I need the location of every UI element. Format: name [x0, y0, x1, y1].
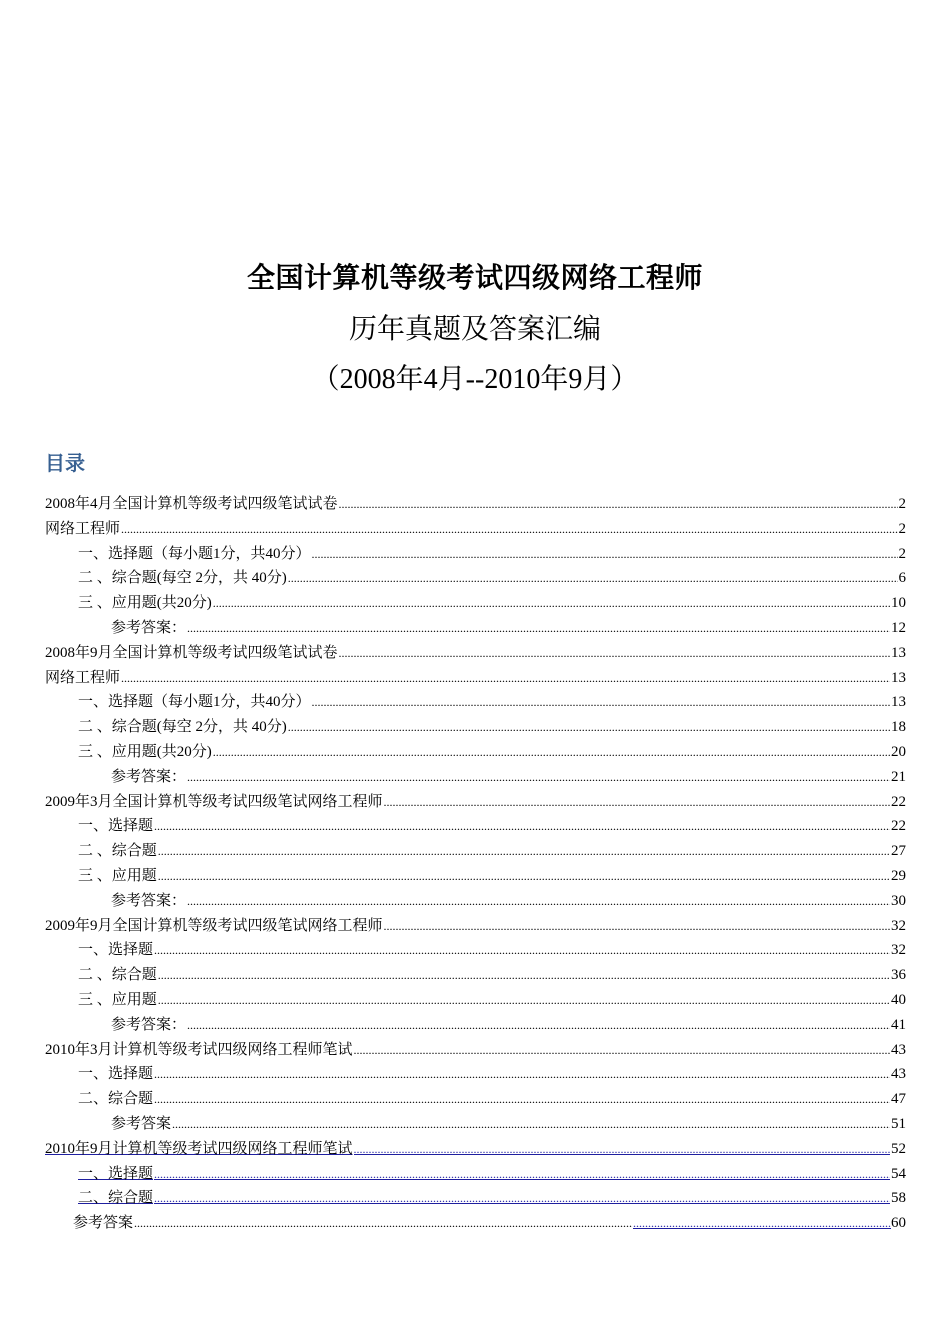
document-title: 全国计算机等级考试四级网络工程师	[246, 261, 703, 294]
toc-entry-label: 三 、应用题	[78, 867, 157, 884]
toc-entry-page: 32	[891, 942, 906, 959]
toc-entry-page: 10	[891, 595, 906, 612]
toc-dot-leader	[154, 1087, 890, 1112]
toc-entry-page: 41	[891, 1016, 906, 1033]
document-date-range: （2008年4月--2010年9月）	[311, 364, 639, 395]
toc-entry[interactable]	[45, 566, 906, 591]
toc-entry-page: 58	[891, 1190, 906, 1207]
toc-dot-leader	[187, 616, 890, 641]
toc-entry[interactable]	[45, 790, 906, 815]
toc-dot-leader	[312, 542, 898, 567]
toc-dot-leader	[187, 889, 890, 914]
toc-dot-leader	[384, 914, 890, 939]
toc-entry-label: 2008年9月全国计算机等级考试四级笔试试卷	[45, 644, 338, 661]
toc-entry-page: 13	[891, 694, 906, 711]
toc-entry-label: 一、选择题	[78, 818, 154, 835]
toc-dot-leader-link	[633, 1211, 891, 1236]
toc-entry-label: 二、综合题	[78, 1091, 154, 1108]
toc-entry-label: 一、选择题（每小题1分，共40分）	[78, 694, 311, 711]
toc-entry[interactable]	[45, 616, 906, 641]
toc-entry[interactable]	[45, 1062, 906, 1087]
toc-dot-leader	[154, 938, 890, 963]
toc-entry[interactable]	[45, 1137, 906, 1162]
toc-entry[interactable]	[45, 1162, 906, 1187]
toc-entry-label: 2009年9月全国计算机等级考试四级笔试网络工程师	[45, 917, 383, 934]
toc-dot-leader	[154, 1186, 890, 1211]
toc-entry[interactable]	[45, 839, 906, 864]
toc-entry[interactable]	[45, 542, 906, 567]
toc-entry[interactable]	[45, 492, 906, 517]
toc-dot-leader	[121, 666, 890, 691]
toc-entry[interactable]	[45, 740, 906, 765]
toc-entry-label: 网络工程师	[45, 520, 121, 537]
toc-entry-label: 参考答案：	[111, 892, 187, 909]
toc-entry-label: 2009年3月全国计算机等级考试四级笔试网络工程师	[45, 793, 383, 810]
toc-entry-label: 二 、综合题(每空 2分，共 40分)	[78, 570, 287, 587]
toc-entry[interactable]	[45, 690, 906, 715]
toc-dot-leader	[354, 1137, 890, 1162]
toc-dot-leader	[154, 814, 890, 839]
toc-dot-leader	[154, 1062, 890, 1087]
toc-entry[interactable]	[45, 814, 906, 839]
toc-entry[interactable]	[45, 517, 906, 542]
toc-entry-label: 三 、应用题(共20分)	[78, 743, 212, 760]
toc-entry-page: 18	[891, 719, 906, 736]
toc-entry-page: 27	[891, 843, 906, 860]
toc-entry-label: 二 、综合题	[78, 967, 157, 984]
toc-dot-leader	[121, 517, 897, 542]
toc-entry[interactable]	[45, 1013, 906, 1038]
toc-entry-page: 40	[891, 991, 906, 1008]
toc-entry[interactable]	[45, 666, 906, 691]
toc-entry-label: 二、综合题	[78, 1190, 154, 1207]
toc-dot-leader	[187, 1013, 890, 1038]
toc-entry-label: 参考答案：	[111, 768, 187, 785]
toc-entry-page: 30	[891, 892, 906, 909]
toc-entry-label: 参考答案	[111, 1115, 172, 1132]
document-subtitle: 历年真题及答案汇编	[348, 314, 601, 345]
toc-entry[interactable]	[45, 765, 906, 790]
toc-dot-leader	[158, 963, 890, 988]
toc-dot-leader	[339, 492, 898, 517]
toc-entry[interactable]	[45, 889, 906, 914]
toc-entry[interactable]	[45, 715, 906, 740]
toc-entry[interactable]	[45, 963, 906, 988]
toc-entry-page: 29	[891, 867, 906, 884]
toc-entry-label: 一、选择题（每小题1分，共40分）	[78, 545, 311, 562]
toc-entry-page: 60	[891, 1215, 906, 1232]
toc-dot-leader	[213, 591, 890, 616]
toc-dot-leader	[213, 740, 890, 765]
toc-entry-page: 2	[898, 496, 906, 512]
toc-dot-leader	[288, 715, 890, 740]
toc-entry-label: 网络工程师	[45, 669, 121, 686]
toc-dot-leader	[134, 1211, 632, 1236]
toc-dot-leader	[158, 839, 890, 864]
toc-entry-page: 36	[891, 967, 906, 984]
toc-heading: 目录	[45, 451, 85, 475]
toc-entry-page: 43	[891, 1066, 906, 1083]
toc-dot-leader	[288, 566, 898, 591]
toc-entry-page: 13	[891, 669, 906, 686]
toc-entry[interactable]	[45, 914, 906, 939]
toc-entry-label: 二 、综合题(每空 2分，共 40分)	[78, 719, 287, 736]
toc-entry-page: 54	[891, 1165, 906, 1182]
toc-entry[interactable]	[45, 1211, 906, 1236]
toc-entry-label: 二 、综合题	[78, 843, 157, 860]
toc-entry[interactable]	[45, 1087, 906, 1112]
toc-entry-label: 一、选择题	[78, 1066, 154, 1083]
toc-entry-page: 43	[891, 1041, 906, 1058]
toc-entry-page: 32	[891, 917, 906, 934]
toc-entry-page: 13	[891, 644, 906, 661]
toc-entry-page: 20	[891, 743, 906, 760]
toc-dot-leader	[187, 765, 890, 790]
toc-entry-page: 12	[891, 619, 906, 636]
toc-entry-page: 51	[891, 1115, 906, 1132]
toc-dot-leader	[154, 1162, 890, 1187]
toc-entry[interactable]	[45, 988, 906, 1013]
toc-dot-leader	[158, 988, 890, 1013]
toc-dot-leader	[158, 864, 890, 889]
toc-entry[interactable]	[45, 591, 906, 616]
toc-dot-leader	[312, 690, 890, 715]
toc-entry-label: 参考答案：	[111, 1016, 187, 1033]
toc-entry[interactable]	[45, 1112, 906, 1137]
toc-entry-page: 47	[891, 1091, 906, 1108]
toc-entry-label: 参考答案	[73, 1215, 134, 1232]
toc-entry-page: 2	[898, 545, 906, 562]
toc-entry-page: 22	[891, 793, 906, 810]
toc-dot-leader	[384, 790, 890, 815]
toc-dot-leader	[354, 1038, 890, 1063]
toc-entry-label: 参考答案：	[111, 619, 187, 636]
toc-entry-page: 52	[891, 1140, 906, 1157]
toc-entry[interactable]	[45, 938, 906, 963]
table-of-contents	[45, 492, 906, 1236]
toc-entry[interactable]	[45, 864, 906, 889]
toc-dot-leader	[339, 641, 890, 666]
document-title-block	[0, 258, 950, 400]
toc-entry-label: 2010年9月计算机等级考试四级网络工程师笔试	[45, 1140, 353, 1157]
toc-entry-page: 21	[891, 768, 906, 785]
toc-entry[interactable]	[45, 641, 906, 666]
toc-entry-label: 2010年3月计算机等级考试四级网络工程师笔试	[45, 1041, 353, 1058]
toc-dot-leader	[172, 1112, 890, 1137]
toc-entry-page: 22	[891, 818, 906, 835]
toc-entry-label: 三 、应用题(共20分)	[78, 595, 212, 612]
toc-entry[interactable]	[45, 1038, 906, 1063]
toc-entry-label: 三 、应用题	[78, 991, 157, 1008]
toc-entry-page: 2	[898, 520, 906, 537]
toc-entry[interactable]	[45, 1186, 906, 1211]
toc-entry-label: 一、选择题	[78, 942, 154, 959]
toc-entry-label: 2008年4月全国计算机等级考试四级笔试试卷	[45, 496, 338, 512]
toc-entry-page: 6	[898, 570, 906, 587]
toc-entry-label: 一、选择题	[78, 1165, 154, 1182]
